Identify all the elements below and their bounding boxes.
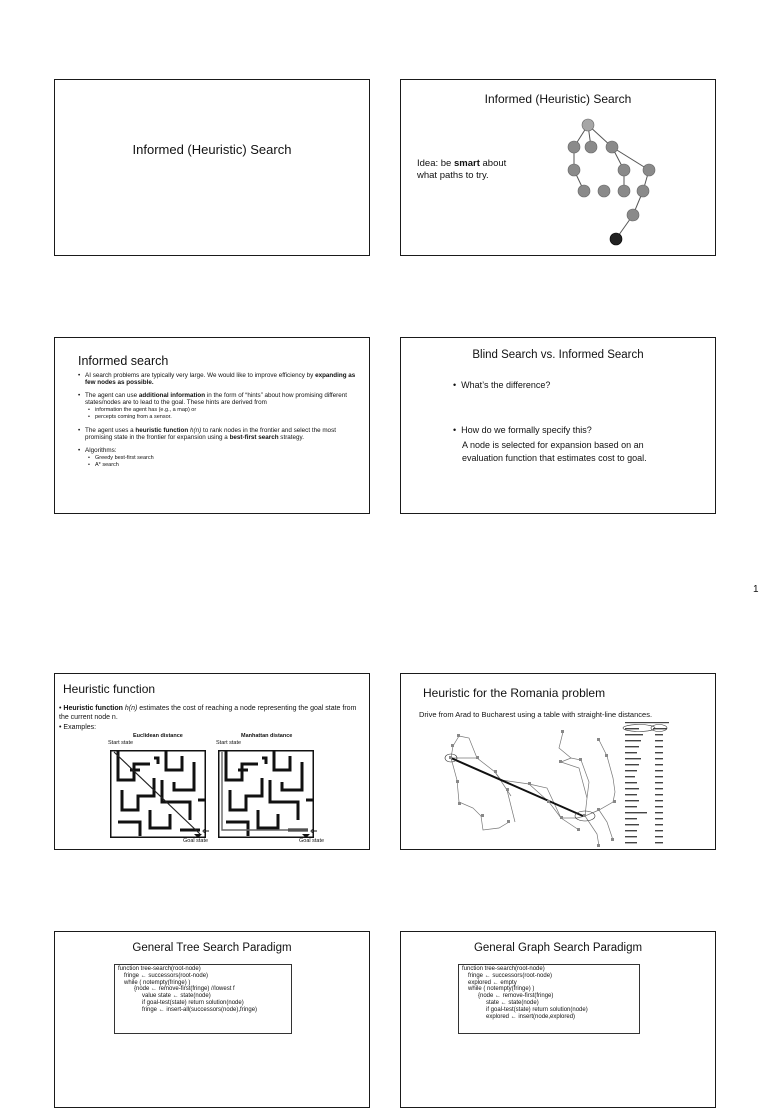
definition-text: • Heuristic function h(n) estimates the cost of reaching a node representing the goal state from the current node n. (59, 705, 357, 721)
slide-title: Informed (Heuristic) Search (484, 92, 632, 106)
code-line: if goal-test(state) return solution(node) (142, 999, 244, 1006)
code-line: while ( notempty(fringe) ) (468, 986, 535, 993)
slide-title: General Graph Search Paradigm (473, 942, 643, 954)
goal-arrow-icon: ⇐ (310, 826, 318, 836)
search-tree-diagram (546, 110, 666, 250)
code-line: value state ← state(node) (142, 993, 211, 1000)
sub-bullet: • information the agent has (e.g., a map) or (95, 407, 361, 414)
tree-node (568, 141, 580, 153)
slide-informed-search-idea (400, 79, 716, 256)
slide-heuristic-function (54, 673, 370, 850)
slide-body (77, 372, 361, 475)
code-line: while ( notempty(fringe) ) (124, 979, 191, 986)
examples-label: • Examples: (59, 724, 97, 731)
bullet: • AI search problems are typically very large. We would like to improve efficiency by expanding as few nodes as possible. (85, 372, 361, 386)
tree-node (568, 164, 580, 176)
sub-bullet: • A* search (95, 462, 361, 469)
slide-blind-vs-informed (400, 337, 716, 514)
sub-bullet: • percepts coming from a sensor. (95, 414, 361, 421)
tree-node (582, 119, 594, 131)
code-line: fringe ← successors(root-node) (468, 972, 553, 979)
bullet: • How do we formally specify this? (453, 425, 592, 435)
bullet: • The agent can use additional information in the form of “hints” about how promising different states/nodes are to lead to the goal. These hints are derived from • information the agent has (e.g., a map) or • percepts coming from a sensor. (85, 392, 361, 421)
slide-title: General Tree Search Paradigm (132, 942, 292, 954)
code-line: fringe ← insert-all(successors(node),fringe) (142, 1006, 258, 1013)
answer-line: A node is selected for expansion based on an (462, 440, 644, 450)
code-line: {node ← remove-first(fringe) //lowest f (134, 986, 235, 993)
code-line: state ← state(node) (486, 999, 539, 1006)
maze-manhattan (218, 750, 314, 838)
code-line: function tree-search(root-node) (118, 966, 201, 972)
slide-graph-search (400, 931, 716, 1108)
code-line: function tree-search(root-node) (462, 966, 545, 972)
goal-node (610, 233, 622, 245)
goal-label: Goal state (183, 838, 209, 844)
slide-informed-search (54, 337, 370, 514)
sub-bullet: • Greedy best-first search (95, 455, 361, 462)
maze-caption: Euclidean distance (133, 733, 183, 739)
tree-node (585, 141, 597, 153)
code-line: {node ← remove-first(fringe) (478, 993, 554, 1000)
code-line: if goal-test(state) return solution(node) (486, 1006, 588, 1013)
tree-node (606, 141, 618, 153)
slide-informed-search-title (54, 79, 370, 256)
page-number: 1 (753, 584, 759, 595)
start-label: Start state (216, 740, 242, 746)
slide-title: Blind Search vs. Informed Search (472, 349, 644, 361)
romania-map-image (401, 718, 715, 850)
slide-title: Heuristic for the Romania problem (423, 686, 606, 700)
slide-romania-heuristic (400, 673, 716, 850)
slide-subtitle: Drive from Arad to Bucharest using a table with straight-line distances. (419, 710, 653, 719)
tree-node (618, 164, 630, 176)
idea-text: Idea: be smart about what paths to try. (417, 158, 507, 181)
bullet: • What’s the difference? (453, 380, 551, 390)
code-line: fringe ← successors(root-node) (124, 972, 209, 979)
slide-title: Informed (Heuristic) Search (132, 142, 292, 157)
bullet: • Algorithms: • Greedy best-first search • A* search (85, 447, 361, 469)
maze-euclidean (110, 750, 206, 838)
maze-caption: Manhattan distance (241, 733, 293, 739)
code-line: explored ← empty (468, 979, 517, 986)
tree-node (578, 185, 590, 197)
tree-node (637, 185, 649, 197)
answer-line: evaluation function that estimates cost to goal. (462, 453, 647, 463)
goal-arrow-icon: ⇐ (202, 826, 210, 836)
slide-title: Informed search (78, 354, 169, 368)
tree-node (598, 185, 610, 197)
slide-title: Heuristic function (63, 682, 156, 696)
tree-node (627, 209, 639, 221)
tree-node (643, 164, 655, 176)
tree-node (618, 185, 630, 197)
goal-label: Goal state (299, 838, 325, 844)
code-line: explored ← insert(node,explored) (486, 1013, 576, 1020)
bullet: • The agent uses a heuristic function h(n) to rank nodes in the frontier and select the most promising state in the frontier for expansion using a best-first search strategy. (85, 427, 361, 441)
start-label: Start state (108, 740, 134, 746)
slide-tree-search (54, 931, 370, 1108)
